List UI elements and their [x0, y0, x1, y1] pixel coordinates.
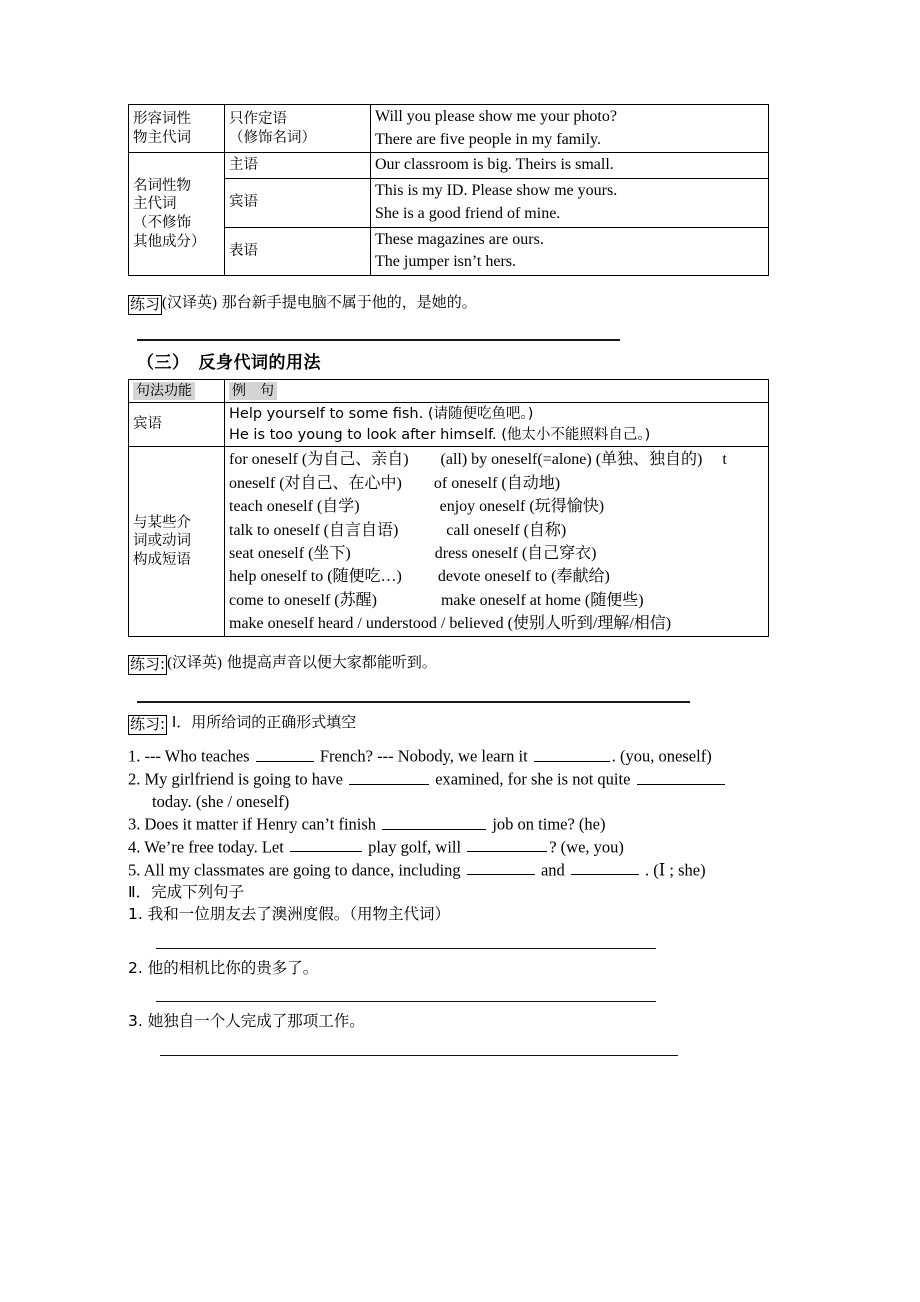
function-line: 只作定语	[229, 110, 287, 127]
example-sentence: Will you please show me your photo?	[375, 108, 617, 125]
practice-line-3	[128, 711, 808, 734]
header-example-sentence	[225, 379, 769, 403]
function-object: 宾语	[225, 179, 371, 227]
answer-blank[interactable]	[290, 836, 362, 853]
question-text: Does it matter if Henry can’t finish	[144, 814, 381, 834]
label-line: 词或动词	[133, 533, 191, 550]
answer-blank[interactable]	[349, 768, 429, 785]
item-number: 2.	[128, 769, 145, 789]
phrase-list	[229, 448, 764, 635]
function-object: 宾语	[129, 403, 225, 447]
answer-blank[interactable]	[467, 836, 547, 853]
phrase-line: for oneself (为自己、亲自) (all) by oneself(=alone) (单独、独自的) t	[229, 451, 727, 469]
phrase-line: teach oneself (自学) enjoy oneself (玩得愉快)	[229, 498, 605, 516]
table-row	[129, 227, 769, 275]
example-cell	[371, 153, 769, 179]
practice-line-1	[128, 291, 808, 315]
function-line: （修饰名词）	[229, 129, 316, 146]
fill-in-blank-list	[128, 745, 808, 881]
example-sentence: These magazines are ours.	[375, 230, 544, 248]
example-sentence: There are five people in my family.	[375, 130, 601, 148]
section-heading: （三） 反身代词的用法	[137, 352, 321, 373]
section-divider-2	[137, 701, 690, 703]
answer-blank[interactable]	[571, 859, 639, 876]
category-line: 名词性物	[133, 177, 191, 194]
phrase-list-cell	[225, 447, 769, 637]
label-line: 与某些介	[133, 514, 191, 531]
question-text: We’re free today. Let	[144, 837, 288, 857]
example-cell	[371, 179, 769, 227]
function-predicative: 表语	[225, 227, 371, 275]
item-number: 2.	[128, 958, 148, 977]
header-label: 例 句	[229, 382, 277, 401]
table-row	[129, 179, 769, 227]
function-subject: 主语	[225, 153, 371, 179]
fill-in-blank-item	[128, 859, 808, 882]
page-content	[128, 104, 808, 1065]
sentence-text: 我和一位朋友去了澳洲度假。（用物主代词）	[147, 905, 450, 924]
example-sentence: He is too young to look after himself. (他太小不能照料自己。)	[229, 426, 651, 443]
answer-blank[interactable]	[534, 745, 610, 762]
header-label: 句法功能	[133, 382, 195, 401]
category-line: 其他成分）	[133, 234, 206, 251]
example-cell	[371, 105, 769, 153]
sentence-completion-item	[128, 1011, 808, 1033]
item-number: 5.	[128, 860, 144, 880]
table-row	[129, 105, 769, 153]
table-row	[129, 403, 769, 447]
question-text: ? (we, you)	[549, 837, 624, 857]
table-header-row	[129, 379, 769, 403]
item-number: 3.	[128, 1012, 148, 1031]
category-line: 形容词性	[133, 110, 191, 127]
category-nominal-possessive	[129, 153, 225, 276]
example-cell	[371, 227, 769, 275]
example-sentence: Our classroom is big. Theirs is small.	[375, 156, 614, 174]
exercise-part-2-title: Ⅱ．完成下列句子	[128, 883, 245, 902]
practice-box-label: 练习:	[130, 655, 166, 674]
answer-blank[interactable]	[256, 745, 314, 762]
answer-line[interactable]	[160, 1055, 678, 1056]
example-sentence: This is my ID. Please show me yours.	[375, 182, 618, 200]
fill-in-blank-item	[128, 836, 808, 859]
function-attributive	[225, 105, 371, 153]
category-line: 主代词	[133, 196, 177, 213]
label-line: 构成短语	[133, 552, 191, 569]
answer-blank[interactable]	[637, 768, 725, 785]
practice-box-label: 练习	[130, 295, 161, 314]
question-text: French? --- Nobody, we learn it	[315, 747, 532, 766]
answer-blank[interactable]	[382, 813, 486, 830]
section-divider-1	[137, 339, 620, 341]
example-sentence: Help yourself to some fish. (请随便吃鱼吧。)	[229, 406, 534, 423]
reflexive-pronoun-table	[128, 379, 769, 638]
exercise-part-1-title: Ⅰ．用所给词的正确形式填空	[171, 712, 357, 731]
header-syntactic-function	[129, 379, 225, 403]
category-line: 物主代词	[133, 129, 191, 146]
question-text: All my classmates are going to dance, including	[143, 860, 465, 880]
question-text: examined, for she is not quite	[431, 769, 635, 789]
answer-line[interactable]	[156, 1001, 656, 1002]
category-adjectival-possessive	[129, 105, 225, 153]
question-text: job on time? (he)	[488, 814, 606, 834]
category-line: （不修饰	[133, 215, 191, 232]
question-continuation: today. (she / oneself)	[152, 791, 290, 811]
answer-line[interactable]	[156, 948, 656, 949]
fill-in-blank-item	[128, 813, 808, 836]
fill-in-blank-item	[128, 768, 808, 813]
fill-in-blank-item	[128, 745, 808, 768]
sentence-text: 他的相机比你的贵多了。	[147, 958, 319, 977]
sentence-completion-item	[128, 958, 808, 980]
example-cell	[225, 403, 769, 447]
sentence-completion-list	[128, 904, 808, 1056]
item-number: 1.	[128, 905, 148, 924]
item-number: 3.	[128, 814, 145, 834]
possessive-pronoun-table	[128, 104, 769, 276]
practice-line-2	[128, 651, 808, 675]
phrase-line: oneself (对自己、在心中) of oneself (自动地)	[229, 474, 561, 492]
phrase-line: make oneself heard / understood / believed (使别人听到/理解/相信)	[229, 614, 672, 632]
sentence-completion-item	[128, 904, 808, 926]
question-text: . (you, oneself)	[611, 747, 712, 766]
phrase-line: come to oneself (苏醒) make oneself at home (随便些)	[229, 591, 644, 609]
table-row	[129, 153, 769, 179]
practice-text: 他提高声音以便大家都能听到。	[226, 653, 437, 672]
phrase-line: seat oneself (坐下) dress oneself (自己穿衣)	[229, 544, 597, 562]
item-number: 1.	[128, 747, 145, 766]
question-text: My girlfriend is going to have	[144, 769, 348, 789]
example-sentence: The jumper isn’t hers.	[375, 253, 517, 271]
table-row	[129, 447, 769, 637]
sentence-text: 她独自一个人完成了那项工作。	[147, 1012, 365, 1031]
question-text: --- Who teaches	[144, 747, 254, 766]
answer-blank[interactable]	[467, 859, 535, 876]
practice-text: 那台新手提电脑不属于他的，是她的。	[221, 293, 477, 312]
question-text: and	[536, 860, 569, 880]
practice-prefix: (汉译英)	[167, 655, 223, 672]
practice-box-label: 练习:	[130, 714, 166, 733]
question-text: . (Ⅰ ; she)	[640, 860, 706, 880]
phrase-line: talk to oneself (自言自语) call oneself (自称)	[229, 521, 567, 539]
example-sentence: She is a good friend of mine.	[375, 204, 561, 222]
question-text: play golf, will	[363, 837, 466, 857]
practice-prefix: (汉译英)	[162, 295, 218, 312]
item-number: 4.	[128, 837, 145, 857]
phrase-line: help oneself to (随便吃…) devote oneself to (奉献给)	[229, 568, 610, 586]
function-fixed-phrases	[129, 447, 225, 637]
